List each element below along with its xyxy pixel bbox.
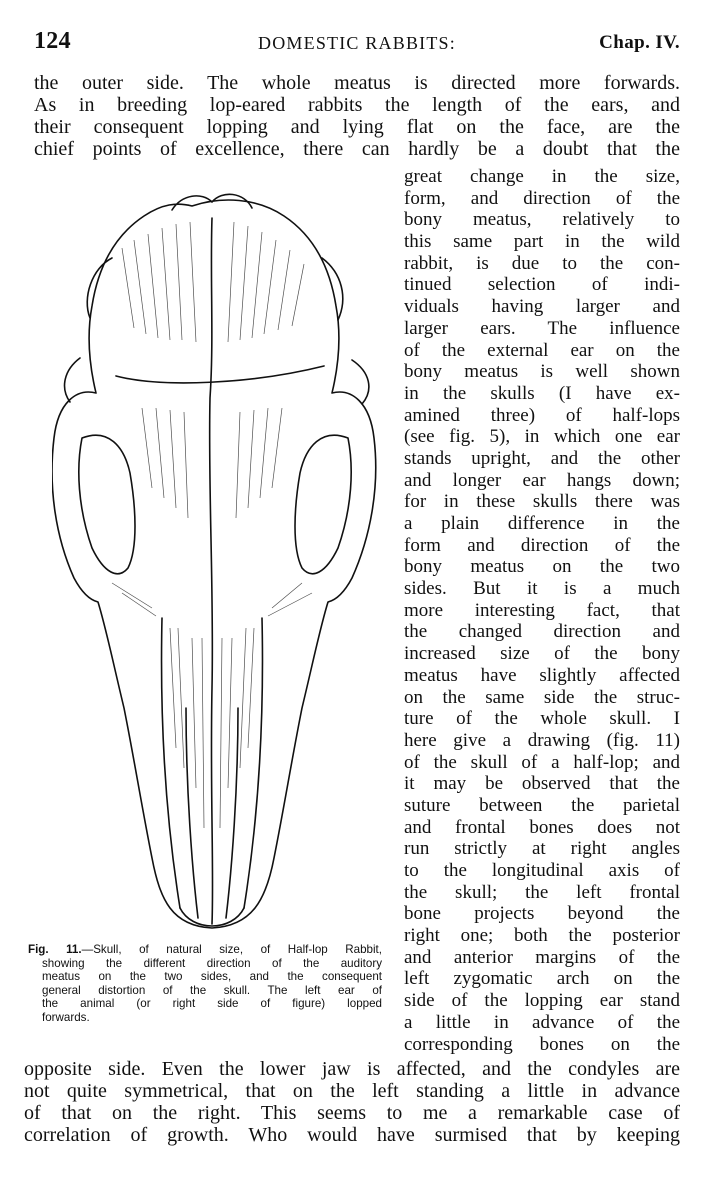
running-header bbox=[34, 28, 680, 60]
text-line: right one; both the posterior bbox=[404, 925, 680, 947]
caption-line: meatus on the two sides, and the consequent bbox=[42, 970, 382, 984]
text-line: the outer side. The whole meatus is directed more forwards. bbox=[34, 72, 680, 94]
text-line: and longer ear hangs down; bbox=[404, 469, 680, 491]
text-line: great change in the size, bbox=[404, 166, 680, 187]
text-line: the skull; the left frontal bbox=[404, 881, 680, 903]
text-line: and anterior margins of the bbox=[404, 946, 680, 968]
text-line: larger ears. The influence bbox=[404, 317, 680, 339]
text-line: rabbit, is due to the con- bbox=[404, 252, 680, 274]
text-column-right bbox=[404, 166, 680, 1055]
text-block-bottom bbox=[24, 1058, 680, 1146]
text-line: side of the lopping ear stand bbox=[404, 990, 680, 1012]
text-line: As in breeding lop-eared rabbits the length of the ears, and bbox=[34, 94, 680, 116]
text-line: suture between the parietal bbox=[404, 794, 680, 816]
caption-line: showing the different direction of the auditory bbox=[42, 956, 382, 970]
text-line: stands upright, and the other bbox=[404, 447, 680, 469]
text-line: form and direction of the bbox=[404, 534, 680, 556]
text-line: a little in advance of the bbox=[404, 1011, 680, 1033]
text-line: increased size of the bony bbox=[404, 643, 680, 665]
caption-line: forwards. bbox=[42, 1010, 90, 1024]
text-line: more interesting fact, that bbox=[404, 599, 680, 621]
text-line: bone projects beyond the bbox=[404, 903, 680, 925]
text-line: left zygomatic arch on the bbox=[404, 968, 680, 990]
text-line: chief points of excellence, there can hardly be a doubt that the bbox=[34, 138, 680, 160]
text-line: tinued selection of indi- bbox=[404, 274, 680, 296]
caption-text: —Skull, of natural size, of Half-lop Rabbit, bbox=[81, 943, 382, 956]
text-line: here give a drawing (fig. 11) bbox=[404, 729, 680, 751]
caption-line: general distortion of the skull. The left ear of bbox=[42, 983, 382, 997]
text-line: sides. But it is a much bbox=[404, 578, 680, 600]
text-line: of the skull of a half-lop; and bbox=[404, 751, 680, 773]
text-line: to the longitudinal axis of bbox=[404, 860, 680, 881]
text-line: of the external ear on the bbox=[404, 339, 680, 361]
running-title: DOMESTIC RABBITS: bbox=[258, 33, 456, 53]
text-line: opposite side. Even the lower jaw is affected, and the condyles are bbox=[24, 1058, 680, 1080]
text-line: bony meatus on the two bbox=[404, 556, 680, 578]
caption-label: Fig. 11. bbox=[28, 943, 82, 956]
text-line: a plain difference in the bbox=[404, 513, 680, 534]
chapter-label: Chap. IV. bbox=[599, 32, 680, 53]
text-block-top bbox=[34, 72, 680, 160]
text-line: bony meatus, relatively to bbox=[404, 209, 680, 231]
text-line: on the same side the struc- bbox=[404, 686, 680, 708]
text-line: this same part in the wild bbox=[404, 231, 680, 253]
figure-caption bbox=[28, 943, 388, 1025]
text-line: their consequent lopping and lying flat on the face, are the bbox=[34, 116, 680, 138]
text-line: (see fig. 5), in which one ear bbox=[404, 426, 680, 448]
skull-illustration bbox=[52, 188, 382, 936]
text-line: and frontal bones does not bbox=[404, 816, 680, 838]
text-line: meatus have slightly affected bbox=[404, 664, 680, 686]
text-line: run strictly at right angles bbox=[404, 838, 680, 860]
caption-line: the animal (or right side of figure) lopped bbox=[42, 997, 382, 1011]
text-line: it may be observed that the bbox=[404, 773, 680, 795]
text-line: ture of the whole skull. I bbox=[404, 708, 680, 730]
text-line: the changed direction and bbox=[404, 621, 680, 643]
text-line: correlation of growth. Who would have surmised that by keeping bbox=[24, 1124, 680, 1146]
text-line: form, and direction of the bbox=[404, 187, 680, 209]
text-line: corresponding bones on the bbox=[404, 1033, 680, 1055]
text-line: not quite symmetrical, that on the left standing a little in advance bbox=[24, 1080, 680, 1102]
caption-line bbox=[28, 943, 382, 957]
text-line: amined three) of half-lops bbox=[404, 404, 680, 426]
text-line: viduals having larger and bbox=[404, 296, 680, 318]
text-line: of that on the right. This seems to me a remarkable case of bbox=[24, 1102, 680, 1124]
text-line: in the skulls (I have ex- bbox=[404, 382, 680, 404]
text-line: bony meatus is well shown bbox=[404, 361, 680, 383]
page-number: 124 bbox=[34, 28, 71, 54]
text-line: for in these skulls there was bbox=[404, 491, 680, 513]
